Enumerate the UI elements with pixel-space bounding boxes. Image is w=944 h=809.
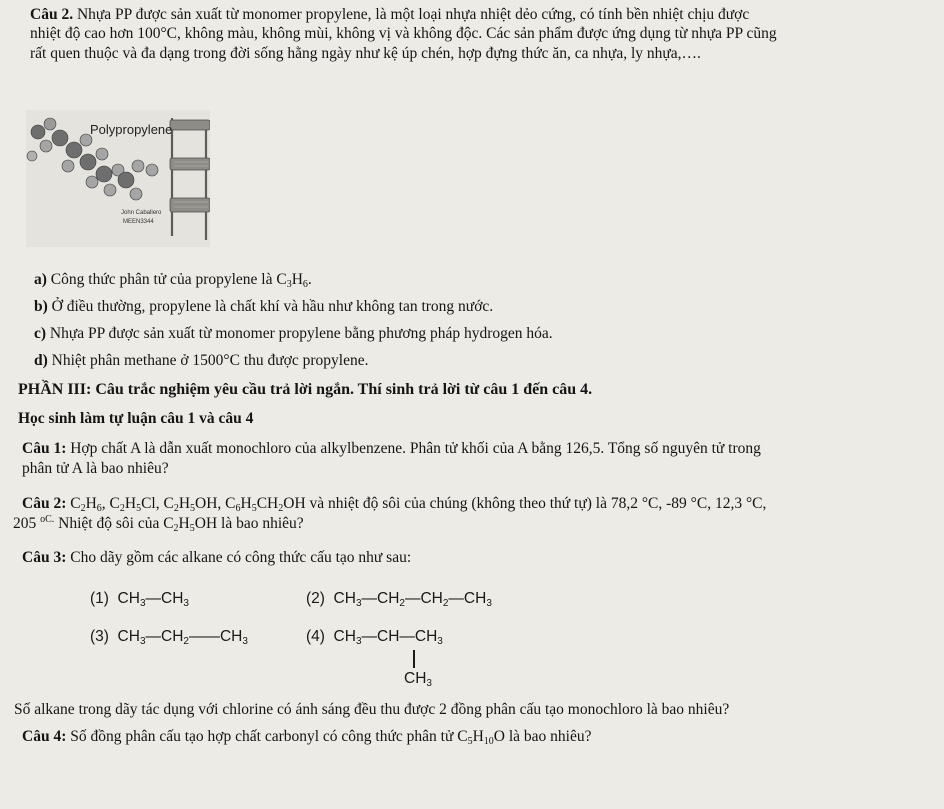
q2-intro-line-2: nhiệt độ cao hơn 100°C, không màu, không mùi, không vị và không độc. Các sản phẩm được ứng dụng từ nhựa PP cũng [30,25,777,42]
compound-1: (1) $CH_3—CH_3$ [90,590,189,609]
q2-line-1: Câu 2: $C_2H_6$, $C_2H_5Cl$, $C_2H_5OH$, $C_6H_5CH_2OH$ và nhiệt độ sôi của chúng (không theo thứ tự) là 78,2 °C, -89 °C, 12,3 °C, [22,495,767,514]
compound-4-branch-bond [413,650,415,668]
statement-c: c) Nhựa PP được sản xuất từ monomer propylene bằng phương pháp hydrogen hóa. [34,325,553,342]
figure-credit-name: John Caballero [121,210,162,216]
compound-2: (2) $CH_3—CH_2—CH_2—CH_3$ [306,590,492,609]
q2-intro-line-3: rất quen thuộc và đa dạng trong đời sống hằng ngày như kệ úp chén, hợp đựng thức ăn, ca nhựa, ly nhựa,…. [30,45,701,62]
statement-d: d) Nhiệt phân methane ở 1500°C thu được propylene. [34,352,369,369]
polypropylene-figure [26,110,210,247]
q1-line-2: phân tử A là bao nhiêu? [22,460,169,477]
q2-intro-line-1-visible: Nhựa PP được sản xuất từ monomer propylene, là một loại nhựa nhiệt dẻo cứng, có tính bền nhiệt chịu được [76,6,750,23]
compound-4: (4) $CH_3—CH—CH_3$ [306,628,443,647]
compound-4-branch: $CH_3$ [404,670,432,689]
figure-credit-course: MEEN3344 [123,219,154,225]
q2-line-2: 205 $^{oC.}$ Nhiệt độ sôi của $C_2H_5OH$ là bao nhiêu? [13,514,304,534]
compound-3: (3) $CH_3—CH_2——CH_3$ [90,628,248,647]
q4-text: Câu 4: Số đồng phân cấu tạo hợp chất carbonyl có công thức phân tử $C_5H_{10}O$ là bao nhiêu? [22,728,592,747]
q3-question: Số alkane trong dãy tác dụng với chlorine có ánh sáng đều thu được 2 đồng phân cấu tạo monochloro là bao nhiêu? [14,701,730,718]
q1-line-1: Câu 1: Hợp chất A là dẫn xuất monochloro của alkylbenzene. Phân tử khối của A bằng 126,5. Tổng số nguyên tử trong [22,440,761,457]
q3-text: Câu 3: Cho dãy gồm các alkane có công thức cấu tạo như sau: [22,549,412,566]
figure-title: Polypropylene [90,122,173,137]
statement-a: a) Công thức phân tử của propylene là $C_3H_6$. [34,271,312,290]
statement-b: b) Ở điều thường, propylene là chất khí và hầu như không tan trong nước. [34,298,494,315]
part3-instruction: Học sinh làm tự luận câu 1 và câu 4 [18,410,254,427]
q2-intro-line-1: Câu 2. Nhựa PP được sản xuất từ monomer propylene, là một loại nhựa nhiệt dẻo cứng, có tính bền nhiệt chịu được [30,6,750,23]
part3-heading: PHẦN III: Câu trắc nghiệm yêu cầu trả lời ngắn. Thí sinh trả lời từ câu 1 đến câu 4. [18,381,593,398]
